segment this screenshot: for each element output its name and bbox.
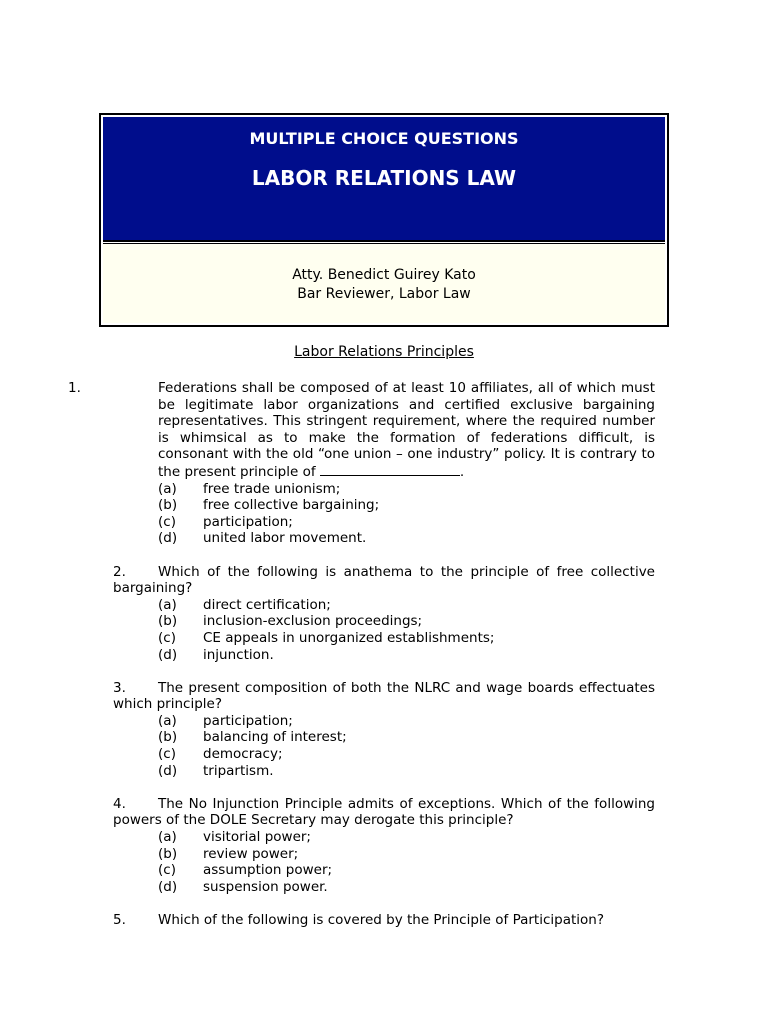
question-number: 1. (68, 380, 81, 396)
option-text: balancing of interest; (203, 729, 347, 746)
question-body: Federations shall be composed of at least 10 affiliates, all of which must be legitimate labor organizations and certified exclusive bargaining representatives. This stringent requirement, where the required number is whimsical as to make the formation of federations difficult, is consonant with the old “one union – one industry” policy. It is contrary to the present principle of (158, 380, 655, 480)
question-body: The No Injunction Principle admits of exceptions. Which of the following powers of the DOLE Secretary may derogate this principle? (113, 795, 655, 829)
option-d (113, 647, 655, 664)
option-c (113, 862, 655, 879)
author-block (103, 266, 665, 304)
option-text: assumption power; (203, 862, 333, 879)
option-text: visitorial power; (203, 829, 311, 846)
author-name: Atty. Benedict Guirey Kato (292, 267, 476, 283)
option-text: suspension power. (203, 878, 328, 895)
document-title: LABOR RELATIONS LAW (251, 166, 517, 190)
option-letter: (d) (158, 530, 178, 547)
question-4 (113, 796, 655, 896)
option-letter: (a) (158, 480, 177, 497)
option-b (113, 497, 655, 514)
option-text: CE appeals in unorganized establishments; (203, 629, 495, 646)
option-text: participation; (203, 513, 293, 530)
author-panel (103, 243, 665, 323)
question-list (68, 380, 655, 945)
option-d (113, 879, 655, 896)
option-letter: (d) (158, 762, 178, 779)
question-body-end: . (459, 463, 465, 480)
question-number: 5. (113, 912, 126, 928)
option-text: inclusion-exclusion proceedings; (203, 613, 423, 630)
option-a (113, 829, 655, 846)
option-letter: (d) (158, 878, 178, 895)
option-c (113, 746, 655, 763)
option-text: united labor movement. (203, 530, 367, 547)
option-text: free collective bargaining; (203, 497, 380, 514)
option-c (113, 514, 655, 531)
option-a (113, 713, 655, 730)
question-5 (113, 912, 655, 929)
option-letter: (c) (158, 746, 176, 763)
question-text (113, 796, 655, 829)
option-letter: (a) (158, 596, 177, 613)
option-d (113, 530, 655, 547)
option-letter: (a) (158, 829, 177, 846)
option-letter: (c) (158, 513, 176, 530)
option-text: injunction. (203, 646, 274, 663)
option-b (113, 613, 655, 630)
answer-blank (320, 463, 460, 476)
title-box (99, 113, 669, 327)
question-body: The present composition of both the NLRC and wage boards effectuates which principle? (113, 679, 655, 713)
question-text (68, 380, 655, 481)
section-title: Labor Relations Principles (294, 344, 474, 360)
option-letter: (b) (158, 613, 178, 630)
option-a (113, 481, 655, 498)
question-number: 3. (113, 679, 126, 696)
question-3 (113, 680, 655, 780)
question-text (113, 680, 655, 713)
option-letter: (b) (158, 729, 178, 746)
option-letter: (b) (158, 845, 178, 862)
option-letter: (d) (158, 646, 178, 663)
option-b (113, 729, 655, 746)
question-number: 4. (113, 795, 126, 812)
question-number: 2. (113, 563, 126, 580)
question-text (113, 564, 655, 597)
option-c (113, 630, 655, 647)
title-banner (103, 117, 665, 242)
option-letter: (b) (158, 497, 178, 514)
option-a (113, 597, 655, 614)
option-b (113, 846, 655, 863)
option-d (113, 763, 655, 780)
option-text: direct certification; (203, 596, 331, 613)
option-text: review power; (203, 845, 299, 862)
option-letter: (c) (158, 862, 176, 879)
author-role: Bar Reviewer, Labor Law (297, 286, 471, 302)
question-body: Which of the following is anathema to the principle of free collective bargaining? (113, 563, 655, 597)
question-body: Which of the following is covered by the Principle of Participation? (158, 912, 605, 928)
option-text: tripartism. (203, 762, 274, 779)
option-letter: (c) (158, 629, 176, 646)
document-subtitle: MULTIPLE CHOICE QUESTIONS (249, 129, 519, 148)
option-text: participation; (203, 712, 293, 729)
question-text (113, 912, 655, 929)
option-text: free trade unionism; (203, 480, 341, 497)
question-1 (68, 380, 655, 547)
option-letter: (a) (158, 712, 177, 729)
option-text: democracy; (203, 746, 283, 763)
question-2 (113, 564, 655, 664)
